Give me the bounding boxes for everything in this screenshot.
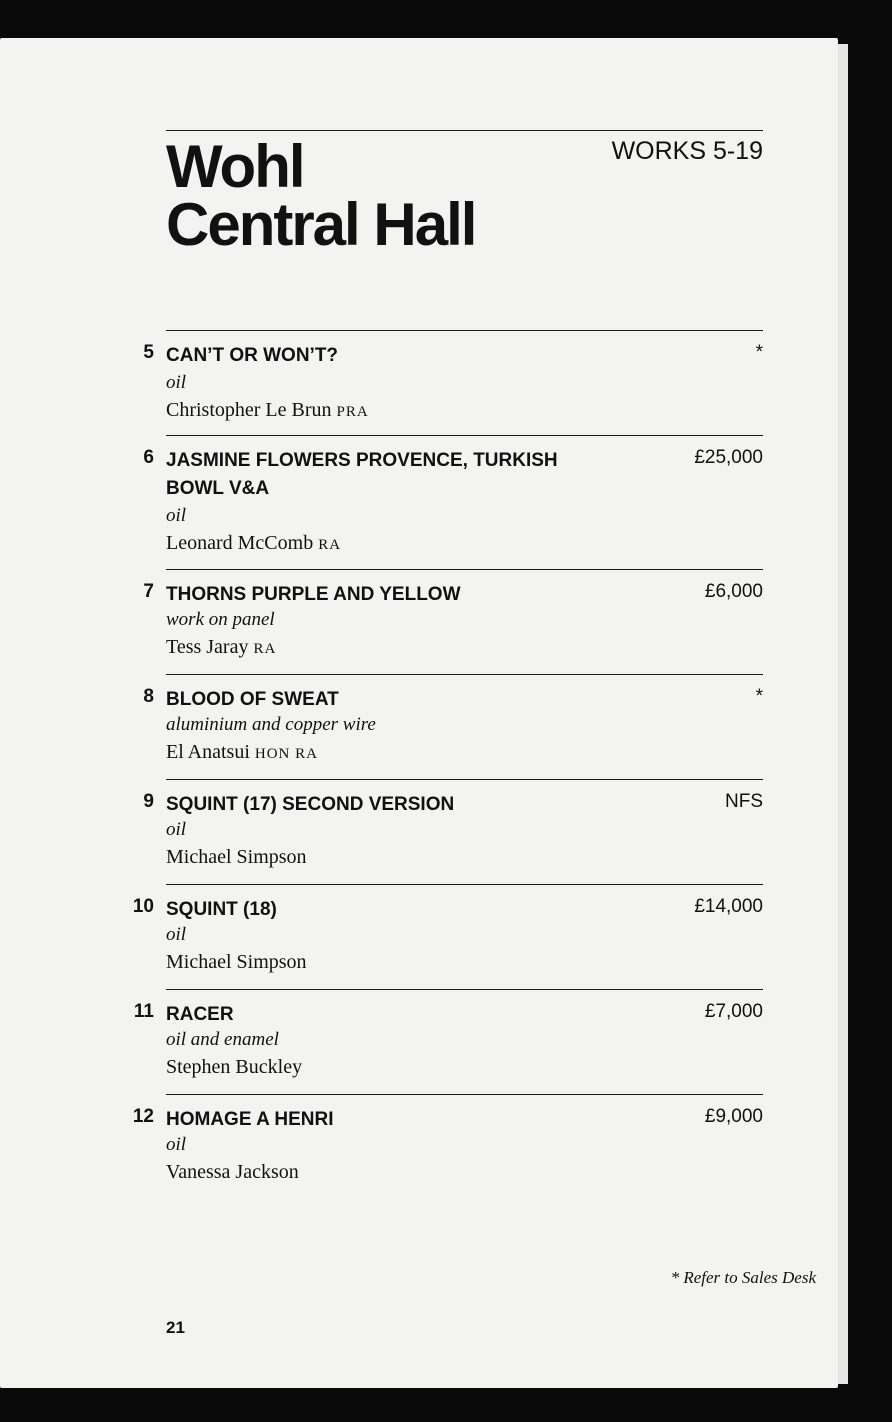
entry-number: 8: [143, 686, 154, 707]
artist-name: Tess Jaray: [166, 636, 249, 658]
artist-name: Vanessa Jackson: [166, 1161, 299, 1183]
entry-price: £25,000: [694, 447, 763, 468]
artist-name: Christopher Le Brun: [166, 399, 332, 421]
entry-medium: work on panel: [166, 609, 275, 630]
entry-divider: [166, 1094, 763, 1095]
entry-divider: [166, 435, 763, 436]
entry-title: BLOOD OF SWEAT: [166, 689, 339, 710]
entry-number: 10: [132, 896, 154, 917]
artist-name: Leonard McComb: [166, 532, 314, 554]
entry-divider: [166, 779, 763, 780]
artist-name: Michael Simpson: [166, 846, 307, 868]
entry-price: £9,000: [704, 1106, 763, 1127]
entry-artist: [166, 1161, 304, 1184]
artist-name: El Anatsui: [166, 741, 250, 763]
entry-price: £14,000: [694, 896, 763, 917]
entry-divider: [166, 569, 763, 570]
artist-honour: RA: [253, 641, 277, 657]
entry-title: SQUINT (17) SECOND VERSION: [166, 794, 455, 815]
artist-name: Stephen Buckley: [166, 1056, 303, 1078]
page-title-line-1: Wohl: [166, 133, 304, 200]
entry-medium: oil: [166, 1134, 187, 1155]
entry-price: *: [755, 342, 763, 363]
entry-title: HOMAGE A HENRI: [166, 1109, 334, 1130]
entry-number: 7: [143, 581, 154, 602]
artist-name: Michael Simpson: [166, 951, 307, 973]
page-number: 21: [166, 1318, 185, 1337]
entry-medium: oil: [166, 372, 187, 393]
entry-number: 6: [143, 447, 154, 468]
artist-honour: PRA: [336, 404, 369, 420]
entry-artist: [166, 1056, 307, 1079]
entry-divider: [166, 989, 763, 990]
entry-price: NFS: [725, 791, 763, 812]
artist-honour: RA: [318, 537, 342, 553]
entry-artist: [166, 636, 276, 659]
entry-divider: [166, 884, 763, 885]
entry-medium: oil: [166, 819, 187, 840]
entry-number: 9: [143, 791, 154, 812]
entry-divider: [166, 674, 763, 675]
entry-title: THORNS PURPLE AND YELLOW: [166, 584, 461, 605]
entry-medium: oil and enamel: [166, 1029, 279, 1050]
header-rule: [166, 130, 763, 131]
entry-artist: [166, 846, 312, 869]
entry-medium: oil: [166, 924, 187, 945]
entry-artist: [166, 951, 312, 974]
entry-number: 12: [132, 1106, 154, 1127]
entry-artist: [166, 741, 318, 764]
entry-artist: [166, 532, 341, 555]
entry-medium: oil: [166, 505, 187, 526]
entry-title: RACER: [166, 1004, 234, 1025]
entry-number: 11: [133, 1001, 154, 1022]
entry-title: JASMINE FLOWERS PROVENCE, TURKISH BOWL V&A: [166, 450, 558, 499]
artist-honour: HON RA: [254, 746, 318, 762]
entry-artist: [166, 399, 369, 422]
sales-footnote: * Refer to Sales Desk: [670, 1268, 816, 1287]
entry-medium: aluminium and copper wire: [166, 714, 376, 735]
entry-title: SQUINT (18): [166, 899, 277, 920]
entry-price: *: [755, 686, 763, 707]
entry-title: CAN’T OR WON’T?: [166, 345, 339, 366]
entry-price: £7,000: [704, 1001, 763, 1022]
entry-number: 5: [143, 342, 154, 363]
page-title: [166, 133, 476, 258]
entry-price: £6,000: [704, 581, 763, 602]
works-range: WORKS 5-19: [611, 137, 763, 165]
entry-divider: [166, 330, 763, 331]
page-title-line-2: Central Hall: [166, 191, 476, 258]
page-edge: [838, 44, 848, 1384]
